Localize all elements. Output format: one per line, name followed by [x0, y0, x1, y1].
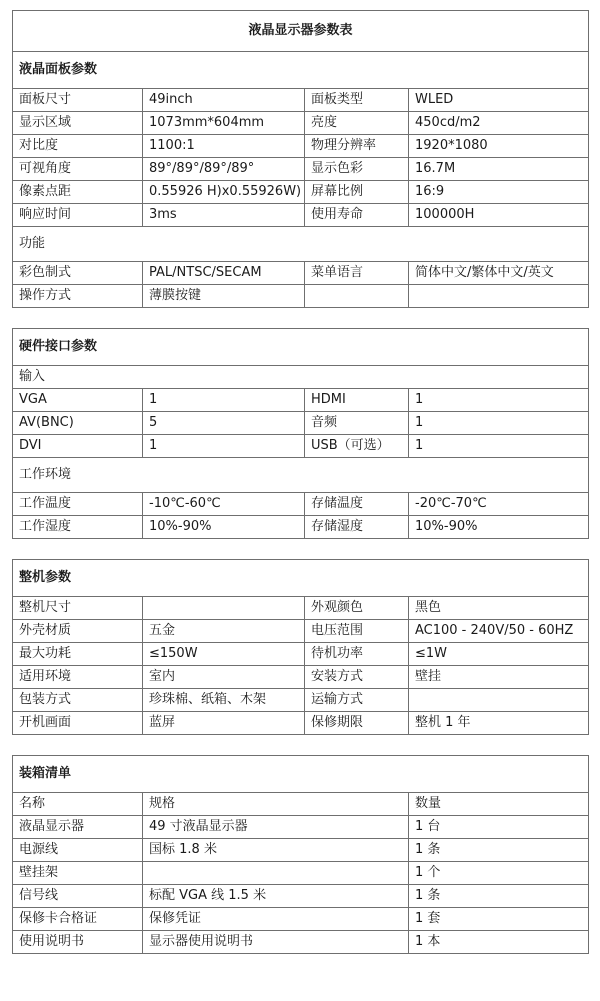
- panel-table: [12, 10, 589, 308]
- item-name: 电源线: [13, 839, 143, 862]
- table-row: [13, 89, 589, 112]
- table-row: [13, 816, 589, 839]
- spec-label: 电压范围: [305, 620, 409, 643]
- spec-value: PAL/NTSC/SECAM: [143, 262, 305, 285]
- spec-label: 操作方式: [13, 285, 143, 308]
- spec-label: HDMI: [305, 389, 409, 412]
- column-header: 数量: [409, 793, 589, 816]
- spec-value: 1: [409, 412, 589, 435]
- spec-value: AC100 - 240V/50 - 60HZ: [409, 620, 589, 643]
- item-qty: 1 条: [409, 885, 589, 908]
- spec-value: 室内: [143, 666, 305, 689]
- spec-sheet: [12, 10, 588, 954]
- table-row: [13, 908, 589, 931]
- spec-label: 工作湿度: [13, 516, 143, 539]
- table-row: [13, 689, 589, 712]
- hardware-table: [12, 328, 589, 539]
- hardware-heading: 硬件接口参数: [13, 329, 589, 366]
- item-name: 液晶显示器: [13, 816, 143, 839]
- spec-label: 对比度: [13, 135, 143, 158]
- spec-label: 屏幕比例: [305, 181, 409, 204]
- spec-label: 工作温度: [13, 493, 143, 516]
- item-name: 保修卡合格证: [13, 908, 143, 931]
- spec-value: 黑色: [409, 597, 589, 620]
- spec-label: 亮度: [305, 112, 409, 135]
- spec-label: 外壳材质: [13, 620, 143, 643]
- item-qty: 1 本: [409, 931, 589, 954]
- spec-label: 安装方式: [305, 666, 409, 689]
- table-row: [13, 181, 589, 204]
- environment-heading: 工作环境: [13, 458, 589, 493]
- table-row: [13, 862, 589, 885]
- column-header: 名称: [13, 793, 143, 816]
- item-spec: 显示器使用说明书: [143, 931, 409, 954]
- table-row: [13, 666, 589, 689]
- table-row: [13, 643, 589, 666]
- item-qty: 1 套: [409, 908, 589, 931]
- spec-label: 运输方式: [305, 689, 409, 712]
- input-label: 输入: [13, 366, 589, 389]
- spec-value: [409, 285, 589, 308]
- item-name: 使用说明书: [13, 931, 143, 954]
- item-name: 信号线: [13, 885, 143, 908]
- spec-value: 1100:1: [143, 135, 305, 158]
- table-row: [13, 931, 589, 954]
- spec-label: 适用环境: [13, 666, 143, 689]
- spec-value: 1: [409, 389, 589, 412]
- spec-value: 49inch: [143, 89, 305, 112]
- table-row: [13, 516, 589, 539]
- spec-value: 1: [143, 389, 305, 412]
- spec-value: 0.55926 H)x0.55926W): [143, 181, 305, 204]
- page-title: 液晶显示器参数表: [13, 11, 589, 52]
- spec-value: 珍珠棉、纸箱、木架: [143, 689, 305, 712]
- table-row: [13, 135, 589, 158]
- table-row: [13, 285, 589, 308]
- spec-value: [409, 689, 589, 712]
- spec-value: ≤1W: [409, 643, 589, 666]
- spec-value: 五金: [143, 620, 305, 643]
- item-qty: 1 条: [409, 839, 589, 862]
- spec-label: 显示色彩: [305, 158, 409, 181]
- spec-label: 面板类型: [305, 89, 409, 112]
- item-spec: 国标 1.8 米: [143, 839, 409, 862]
- item-qty: 1 台: [409, 816, 589, 839]
- table-row: [13, 597, 589, 620]
- spec-label: 物理分辨率: [305, 135, 409, 158]
- item-name: 壁挂架: [13, 862, 143, 885]
- table-row: [13, 885, 589, 908]
- spec-label: 像素点距: [13, 181, 143, 204]
- packing-table: [12, 755, 589, 954]
- spec-value: 薄膜按键: [143, 285, 305, 308]
- spec-value: 3ms: [143, 204, 305, 227]
- spec-label: 彩色制式: [13, 262, 143, 285]
- table-row: [13, 493, 589, 516]
- item-spec: [143, 862, 409, 885]
- spec-value: 简体中文/繁体中文/英文: [409, 262, 589, 285]
- spec-value: 5: [143, 412, 305, 435]
- spec-value: 壁挂: [409, 666, 589, 689]
- spec-value: 89°/89°/89°/89°: [143, 158, 305, 181]
- spec-label: USB（可选）: [305, 435, 409, 458]
- spec-label: 开机画面: [13, 712, 143, 735]
- column-header: 规格: [143, 793, 409, 816]
- table-row: [13, 620, 589, 643]
- spec-label: 响应时间: [13, 204, 143, 227]
- table-header-row: [13, 793, 589, 816]
- table-row: [13, 389, 589, 412]
- table-row: [13, 435, 589, 458]
- spec-label: 外观颜色: [305, 597, 409, 620]
- table-row: [13, 412, 589, 435]
- item-spec: 保修凭证: [143, 908, 409, 931]
- table-row: [13, 262, 589, 285]
- spec-value: 16:9: [409, 181, 589, 204]
- spec-label: DVI: [13, 435, 143, 458]
- spec-value: 100000H: [409, 204, 589, 227]
- spec-label: AV(BNC): [13, 412, 143, 435]
- machine-heading: 整机参数: [13, 560, 589, 597]
- spec-value: 1: [409, 435, 589, 458]
- table-row: [13, 204, 589, 227]
- spec-label: 显示区域: [13, 112, 143, 135]
- spec-label: 存储湿度: [305, 516, 409, 539]
- table-row: [13, 112, 589, 135]
- spec-label: 使用寿命: [305, 204, 409, 227]
- machine-table: [12, 559, 589, 735]
- spec-label: 可视角度: [13, 158, 143, 181]
- spec-label: 待机功率: [305, 643, 409, 666]
- spec-value: 16.7M: [409, 158, 589, 181]
- spec-label: 保修期限: [305, 712, 409, 735]
- spec-label: 菜单语言: [305, 262, 409, 285]
- spec-value: 1: [143, 435, 305, 458]
- spec-value: 10%-90%: [409, 516, 589, 539]
- spec-value: ≤150W: [143, 643, 305, 666]
- panel-heading: 液晶面板参数: [13, 52, 589, 89]
- spec-value: -20℃-70℃: [409, 493, 589, 516]
- spec-label: 最大功耗: [13, 643, 143, 666]
- spec-value: 450cd/m2: [409, 112, 589, 135]
- spec-label: VGA: [13, 389, 143, 412]
- spec-value: [143, 597, 305, 620]
- spec-value: WLED: [409, 89, 589, 112]
- spec-value: 整机 1 年: [409, 712, 589, 735]
- spec-value: 蓝屏: [143, 712, 305, 735]
- function-heading: 功能: [13, 227, 589, 262]
- item-spec: 49 寸液晶显示器: [143, 816, 409, 839]
- table-row: [13, 712, 589, 735]
- spec-label: 整机尺寸: [13, 597, 143, 620]
- table-row: [13, 158, 589, 181]
- packing-heading: 装箱清单: [13, 756, 589, 793]
- spec-label: 存储温度: [305, 493, 409, 516]
- spec-value: 1920*1080: [409, 135, 589, 158]
- spec-value: 1073mm*604mm: [143, 112, 305, 135]
- item-spec: 标配 VGA 线 1.5 米: [143, 885, 409, 908]
- spec-value: -10℃-60℃: [143, 493, 305, 516]
- spec-label: [305, 285, 409, 308]
- spec-label: 包装方式: [13, 689, 143, 712]
- item-qty: 1 个: [409, 862, 589, 885]
- spec-value: 10%-90%: [143, 516, 305, 539]
- spec-label: 面板尺寸: [13, 89, 143, 112]
- table-row: [13, 839, 589, 862]
- spec-label: 音频: [305, 412, 409, 435]
